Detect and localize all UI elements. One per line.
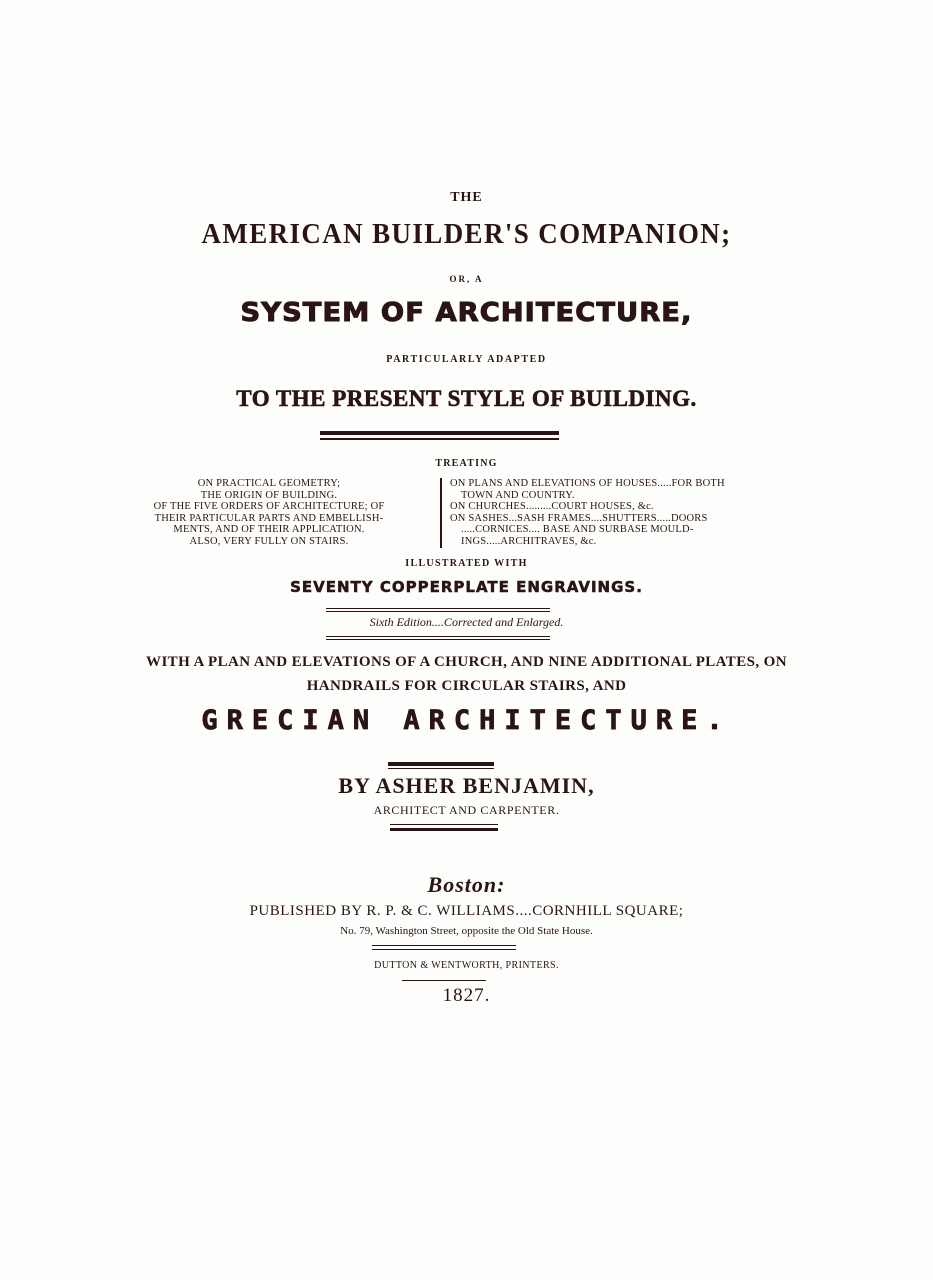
plan-line-1: WITH A PLAN AND ELEVATIONS OF A CHURCH, AND NINE ADDITIONAL PLATES, ON [146,654,787,670]
grecian-architecture: GRECIAN ARCHITECTURE. [201,705,732,736]
treating-left-item: THEIR PARTICULAR PARTS AND EMBELLISH- [154,512,384,524]
or-a-connector: OR, A [449,274,484,284]
author-name: BY ASHER BENJAMIN, [338,773,595,798]
printer-rule-a [372,945,516,946]
author-title: ARCHITECT AND CARPENTER. [373,803,560,817]
author-rule-top-b [388,768,494,769]
edition-rule-bottom [326,636,550,637]
treating-left-item: ON PRACTICAL GEOMETRY; [197,478,341,489]
publisher-line: PUBLISHED BY R. P. & C. WILLIAMS....CORNHILL SQUARE; [249,903,684,919]
double-rule-1a [320,431,559,435]
treating-left-item: MENTS, AND OF THEIR APPLICATION. [173,524,365,535]
edition-rule-top2 [326,611,550,612]
year-rule [402,980,486,981]
author-rule-top-a [388,762,494,766]
author-rule-bottom-b [390,828,498,831]
treating-right-item: INGS.....ARCHITRAVES, &c. [461,535,597,547]
edition-line: Sixth Edition....Corrected and Enlarged. [369,615,564,629]
treating-right-item: .....CORNICES.... BASE AND SURBASE MOULD- [461,524,694,535]
column-divider [440,478,442,548]
treating-right-item: TOWN AND COUNTRY. [461,489,575,501]
double-rule-1b [320,438,559,440]
subtitle-system: SYSTEM OF ARCHITECTURE, [240,298,693,328]
the-heading: THE [450,190,483,205]
edition-rule-bottom2 [326,639,550,640]
plan-line-2: HANDRAILS FOR CIRCULAR STAIRS, AND [306,678,627,694]
city-imprint: Boston: [427,872,506,897]
engravings-line: SEVENTY COPPERPLATE ENGRAVINGS. [290,578,643,596]
treating-label: TREATING [435,458,498,469]
treating-left-item: OF THE FIVE ORDERS OF ARCHITECTURE; OF [153,501,385,512]
publisher-address: No. 79, Washington Street, opposite the Old State House. [340,925,593,937]
printer-rule-b [372,949,516,950]
treating-right-item: ON CHURCHES.........COURT HOUSES, &c. [450,501,654,512]
treating-left-item: THE ORIGIN OF BUILDING. [200,489,338,501]
illustrated-with: ILLUSTRATED WITH [405,558,528,569]
author-rule-bottom-a [390,824,498,825]
particularly-adapted: PARTICULARLY ADAPTED [386,354,547,365]
treating-left-item: ALSO, VERY FULLY ON STAIRS. [189,535,349,547]
treating-left-column [105,478,433,547]
book-title: AMERICAN BUILDER'S COMPANION; [201,218,732,250]
publication-year: 1827. [442,985,491,1006]
present-style-line: TO THE PRESENT STYLE OF BUILDING. [236,386,697,411]
edition-rule-top [326,608,550,609]
printers-line: DUTTON & WENTWORTH, PRINTERS. [374,960,559,971]
treating-right-item: ON PLANS AND ELEVATIONS OF HOUSES.....FOR BOTH [450,478,725,489]
treating-right-column [450,478,770,547]
treating-right-item: ON SASHES...SASH FRAMES....SHUTTERS.....DOORS [450,512,708,524]
